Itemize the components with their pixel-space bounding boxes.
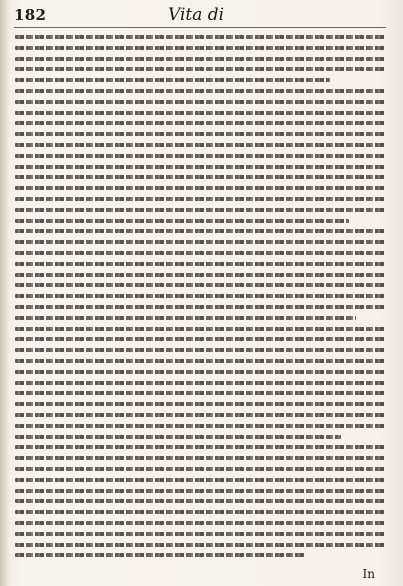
illegible-text-line [15,499,386,503]
illegible-text-line [15,229,386,233]
illegible-text-line [15,78,330,82]
illegible-text-line [15,553,304,557]
illegible-text-line [15,35,386,39]
illegible-text-line [15,478,386,482]
illegible-text-line [15,359,386,363]
illegible-text-line [15,143,386,147]
illegible-text-line [15,327,386,331]
illegible-text-line [15,456,386,460]
illegible-text-line [15,175,386,179]
illegible-text-line [15,262,386,266]
illegible-text-line [15,186,386,190]
illegible-text-line [15,46,386,50]
illegible-text-line [15,402,386,406]
illegible-text-line [15,240,386,244]
illegible-text-line [15,316,356,320]
illegible-text-line [15,424,386,428]
page-number: 182 [14,6,47,24]
illegible-text-line [15,391,386,395]
illegible-text-line [15,251,386,255]
running-head: Vita di [168,5,225,25]
illegible-text-line [15,445,386,449]
illegible-text-line [15,435,341,439]
header-rule [14,27,386,28]
illegible-text-line [15,57,386,61]
catchword: In [362,567,375,581]
illegible-text-line [15,165,386,169]
illegible-text-line [15,337,386,341]
illegible-text-line [15,283,386,287]
illegible-text-line [15,208,386,212]
illegible-text-line [15,132,386,136]
body-text-block [15,31,386,561]
illegible-text-line [15,111,386,115]
illegible-text-line [15,521,386,525]
illegible-text-line [15,89,386,93]
illegible-text-line [15,467,386,471]
illegible-text-line [15,273,386,277]
page-gutter [0,0,10,586]
illegible-text-line [15,219,349,223]
illegible-text-line [15,121,386,125]
illegible-text-line [15,381,386,385]
illegible-text-line [15,67,386,71]
illegible-text-line [15,348,386,352]
illegible-text-line [15,489,386,493]
illegible-text-line [15,100,386,104]
illegible-text-line [15,532,386,536]
illegible-text-line [15,543,386,547]
illegible-text-line [15,413,386,417]
illegible-text-line [15,154,386,158]
illegible-text-line [15,294,386,298]
illegible-text-line [15,510,386,514]
illegible-text-line [15,370,386,374]
illegible-text-line [15,197,386,201]
illegible-text-line [15,305,386,309]
